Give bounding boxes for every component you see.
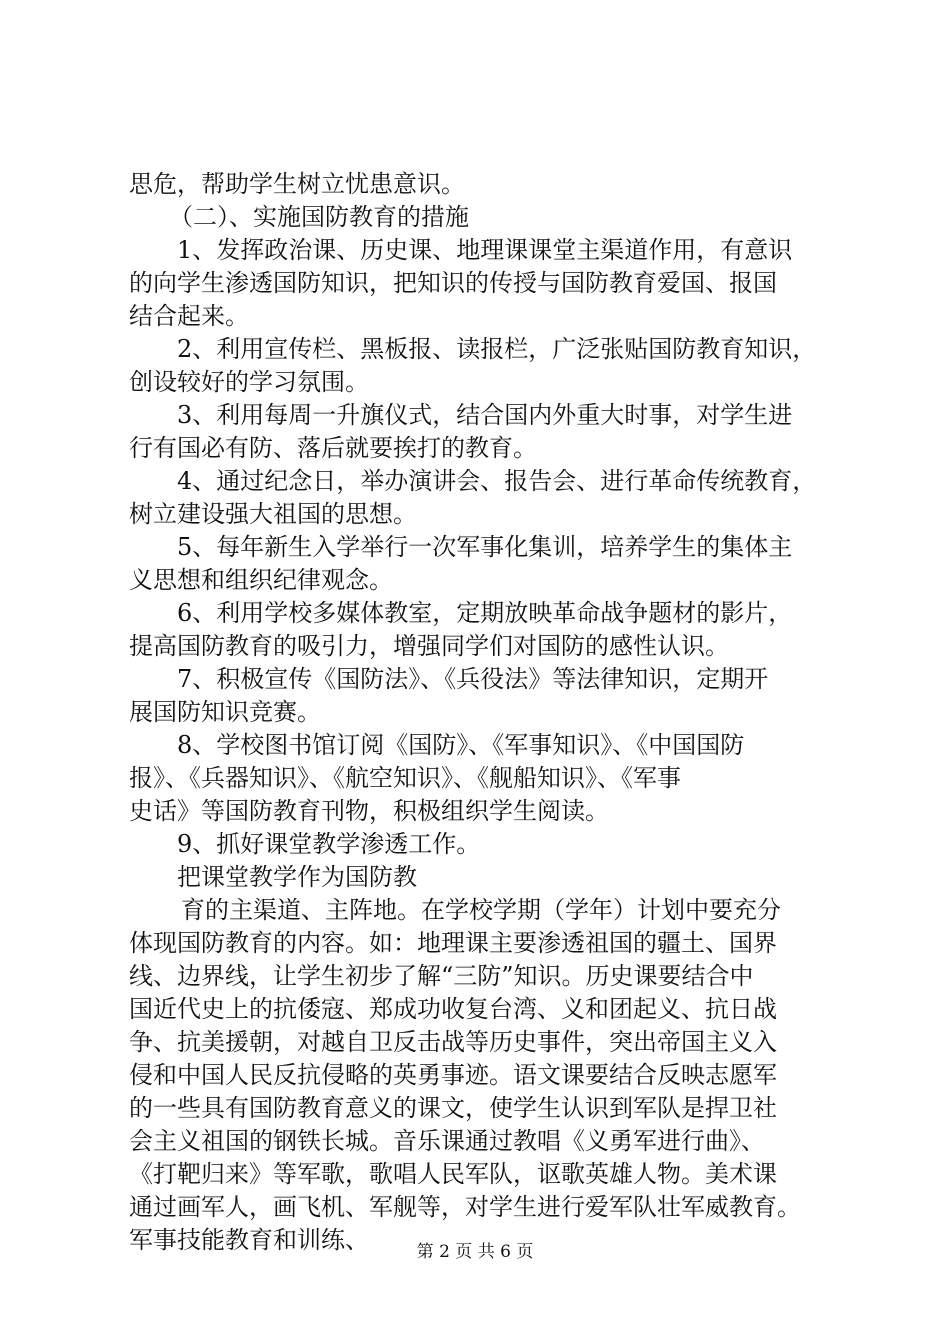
text-line: 国近代史上的抗倭寇、郑成功收复台湾、义和团起义、抗日战: [129, 995, 777, 1023]
text-line: 6、利用学校多媒体教室，定期放映革命战争题材的影片，: [177, 599, 793, 627]
text-line: 思危，帮助学生树立忧患意识。: [129, 170, 465, 198]
text-line: 2、利用宣传栏、黑板报、读报栏，广泛张贴国防教育知识，: [177, 335, 817, 363]
text-line: 7、积极宣传《国防法》、《兵役法》等法律知识，定期开: [177, 665, 769, 693]
text-line: 史话》等国防教育刊物，积极组织学生阅读。: [129, 797, 609, 825]
text-line: 结合起来。: [129, 302, 249, 330]
text-line: 4、通过纪念日，举办演讲会、报告会、进行革命传统教育，: [177, 467, 817, 495]
text-line: 争、抗美援朝，对越自卫反击战等历史事件，突出帝国主义入: [129, 1028, 777, 1056]
text-line: 通过画军人，画飞机、军舰等，对学生进行爱军队壮军威教育。: [129, 1193, 801, 1221]
text-line: 展国防知识竞赛。: [129, 698, 321, 726]
text-line: 的一些具有国防教育意义的课文，使学生认识到军队是捍卫社: [129, 1094, 777, 1122]
page-footer: 第 2 页 共 6 页: [416, 1242, 534, 1262]
text-line: 把课堂教学作为国防教: [177, 863, 417, 891]
text-line: 树立建设强大祖国的思想。: [129, 500, 417, 528]
text-line: 军事技能教育和训练、: [129, 1226, 369, 1254]
text-line: 5、每年新生入学举行一次军事化集训，培养学生的集体主: [177, 533, 793, 561]
text-line: 《打靶归来》等军歌，歌唱人民军队，讴歌英雄人物。美术课: [129, 1160, 777, 1188]
text-line: 线、边界线，让学生初步了解“三防”知识。历史课要结合中: [129, 962, 754, 990]
text-line: 育的主渠道、主阵地。在学校学期（学年）计划中要充分: [181, 896, 781, 924]
text-line: 1、发挥政治课、历史课、地理课课堂主渠道作用，有意识: [177, 236, 793, 264]
text-line: 9、抓好课堂教学渗透工作。: [177, 830, 481, 858]
document-body: [129, 168, 839, 1257]
text-line: 3、利用每周一升旗仪式，结合国内外重大时事，对学生进: [177, 401, 793, 429]
text-line: 8、学校图书馆订阅《国防》、《军事知识》、《中国国防: [177, 731, 745, 759]
text-line: 行有国必有防、落后就要挨打的教育。: [129, 434, 537, 462]
text-line: 提高国防教育的吸引力，增强同学们对国防的感性认识。: [129, 632, 729, 660]
text-line: 义思想和组织纪律观念。: [129, 566, 393, 594]
text-line: 体现国防教育的内容。如：地理课主要渗透祖国的疆土、国界: [129, 929, 777, 957]
text-line: 会主义祖国的钢铁长城。音乐课通过教唱《义勇军进行曲》、: [129, 1127, 765, 1155]
text-line: 侵和中国人民反抗侵略的英勇事迹。语文课要结合反映志愿军: [129, 1061, 777, 1089]
text-line: 的向学生渗透国防知识，把知识的传授与国防教育爱国、报国: [129, 269, 777, 297]
text-line: （二）、实施国防教育的措施: [169, 203, 469, 231]
text-line: 创设较好的学习氛围。: [129, 368, 369, 396]
text-line: 报》、《兵器知识》、《航空知识》、《舰船知识》、《军事: [129, 764, 681, 792]
